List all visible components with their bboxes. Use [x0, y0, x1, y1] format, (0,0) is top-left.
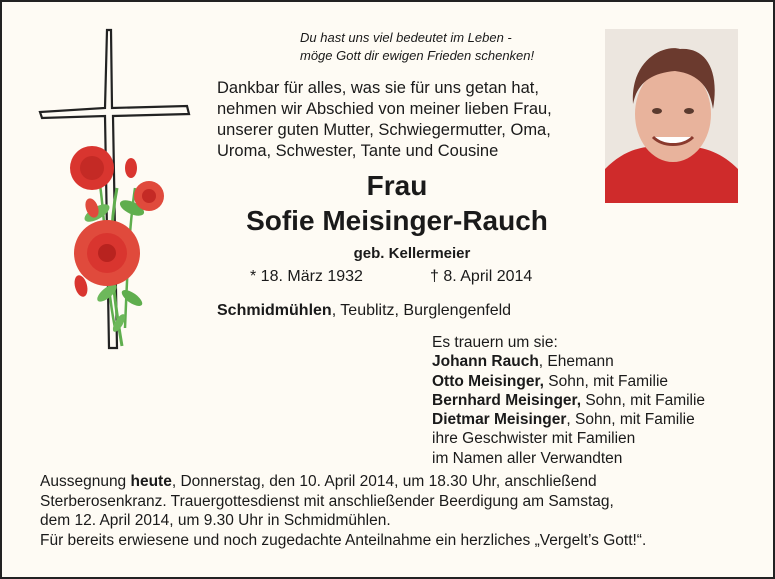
footer-text: , Donnerstag, den 10. April 2014, um 18.30 Uhr, anschließend	[171, 473, 597, 490]
intro-line: unserer guten Mutter, Schwiegermutter, Oma,	[217, 121, 551, 139]
mourner-row	[432, 352, 752, 371]
intro-line: Uroma, Schwester, Tante und Cousine	[217, 142, 499, 160]
portrait-image-icon	[605, 29, 738, 203]
mourner-row	[432, 391, 752, 410]
footer-text: Aussegnung	[40, 473, 131, 490]
footer-line-4: Für bereits erwiesene und noch zugedachte Anteilnahme ein herzliches „Vergelt’s Gott!“.	[40, 531, 647, 549]
service-details	[40, 472, 760, 550]
cross-with-roses-icon	[37, 28, 197, 353]
maiden-name: geb. Kellermeier	[353, 245, 471, 262]
mourner-name: Dietmar Meisinger	[432, 411, 567, 429]
footer-line-2: Sterberosenkranz. Trauergottesdienst mit anschließender Beerdigung am Samstag,	[40, 492, 614, 510]
mourner-row	[432, 410, 752, 429]
motto-line-2: möge Gott dir ewigen Frieden schenken!	[300, 48, 535, 63]
mourner-relation: , Sohn, mit Familie	[566, 411, 695, 429]
mourner-name: Bernhard Meisinger,	[432, 391, 582, 409]
footer-bold-today: heute	[130, 473, 172, 490]
mourner-relation: Sohn, mit Familie	[543, 372, 669, 390]
death-date: † 8. April 2014	[430, 268, 533, 285]
birth-date: * 18. März 1932	[250, 268, 363, 285]
motto	[300, 29, 600, 65]
mourner-name: Otto Meisinger,	[432, 372, 544, 390]
footer-line-3: dem 12. April 2014, um 9.30 Uhr in Schmidmühlen.	[40, 512, 391, 529]
places	[217, 302, 511, 320]
mourners-heading: Es trauern um sie:	[432, 334, 558, 351]
intro-line: Dankbar für alles, was sie für uns getan hat,	[217, 79, 539, 97]
mourners-list	[432, 333, 752, 468]
intro-line: nehmen wir Abschied von meiner lieben Frau,	[217, 100, 552, 118]
footer-line-1	[40, 472, 760, 492]
deceased-title: Frau	[366, 170, 428, 201]
place-rest: , Teublitz, Burglengenfeld	[331, 302, 512, 319]
mourners-relatives: im Namen aller Verwandten	[432, 449, 623, 467]
mourner-row	[432, 372, 752, 391]
mourner-relation: , Ehemann	[538, 353, 614, 371]
mourners-siblings: ihre Geschwister mit Familien	[432, 430, 636, 448]
motto-line-1: Du hast uns viel bedeutet im Leben -	[300, 30, 512, 45]
intro-text	[217, 78, 597, 162]
mourner-name: Johann Rauch	[432, 353, 539, 371]
mourner-relation: Sohn, mit Familie	[581, 391, 706, 409]
deceased-name: Sofie Meisinger-Rauch	[246, 205, 548, 236]
portrait-photo	[605, 29, 738, 203]
place-main: Schmidmühlen	[217, 302, 332, 319]
